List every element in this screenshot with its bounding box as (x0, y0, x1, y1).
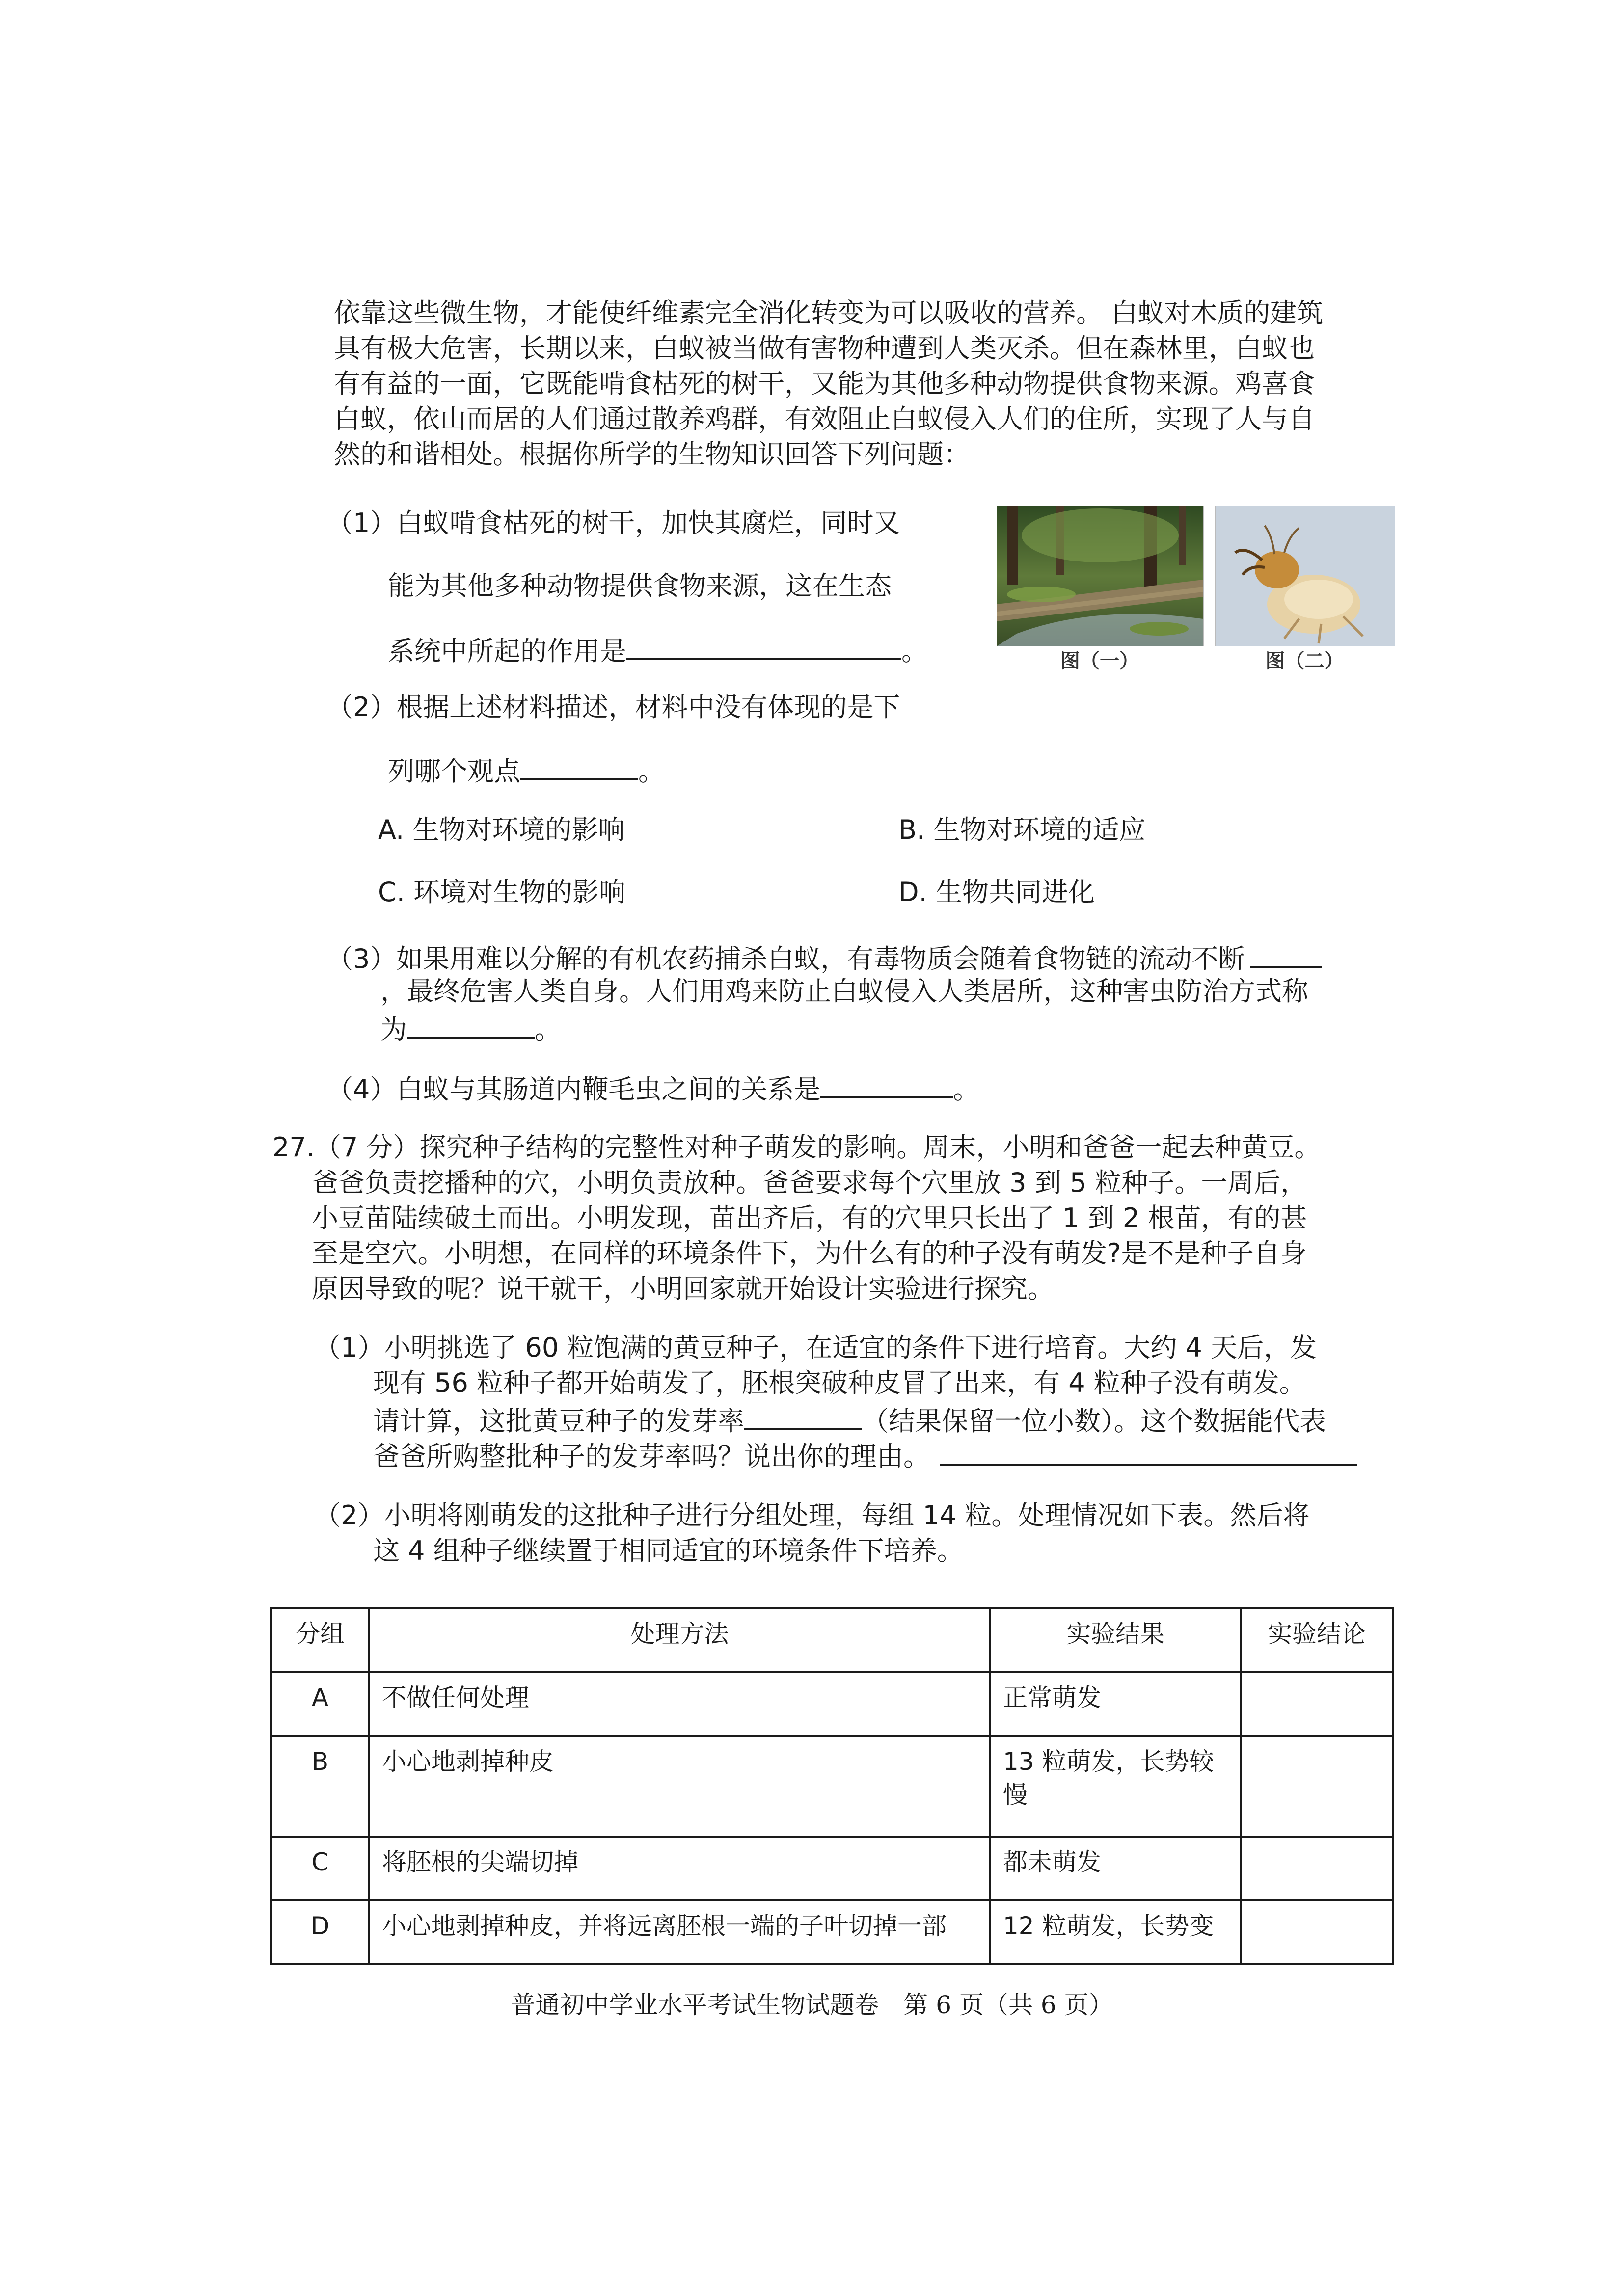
termite-photo (1215, 506, 1395, 646)
header-method: 处理方法 (369, 1608, 990, 1672)
q26-1-line-1: （1）白蚁啃食枯死的树干，加快其腐烂，同时又 (326, 507, 900, 538)
option-d[interactable]: D. 生物共同进化 (898, 877, 1095, 908)
passage-line-2: 具有极大危害，长期以来，白蚁被当做有害物种遭到人类灭杀。但在森林里，白蚁也 (334, 333, 1315, 364)
cell-group: A (271, 1672, 369, 1736)
q27-1-line-4 (373, 1436, 1357, 1474)
cell-method: 将胚根的尖端切掉 (369, 1837, 990, 1900)
q26-2-line-2-end: 。 (638, 756, 665, 787)
q26-3-line-3-text: 为 (380, 1014, 407, 1045)
q27-2-line-1: （2）小明将刚萌发的这批种子进行分组处理，每组 14 粒。处理情况如下表。然后将 (314, 1500, 1310, 1531)
option-a[interactable]: A. 生物对环境的影响 (378, 814, 625, 845)
cell-result: 13 粒萌发，长势较慢 (990, 1736, 1241, 1837)
option-b[interactable]: B. 生物对环境的适应 (898, 814, 1146, 845)
q26-3-line-2: ，最终危害人类自身。人们用鸡来防止白蚁侵入人类居所，这种害虫防治方式称 (380, 976, 1308, 1007)
cell-method: 不做任何处理 (369, 1672, 990, 1736)
cell-conclusion[interactable] (1241, 1900, 1393, 1964)
figure-2-caption: 图（二） (1265, 650, 1344, 672)
cell-conclusion[interactable] (1241, 1837, 1393, 1900)
answer-blank-relationship[interactable] (820, 1069, 953, 1098)
q26-3-line-1 (326, 938, 1322, 977)
experiment-table (270, 1607, 1394, 1965)
cell-result: 都未萌发 (990, 1837, 1241, 1900)
q27-intro-line-2: 爸爸负责挖播种的穴，小明负责放种。爸爸要求每个穴里放 3 到 5 粒种子。一周后， (312, 1167, 1307, 1198)
forest-stream-photo (997, 506, 1204, 646)
table-row (271, 1837, 1393, 1900)
q27-1-line-4-text: 爸爸所购整批种子的发芽率吗？说出你的理由。 (373, 1441, 930, 1472)
q26-3-line-3-end: 。 (535, 1014, 561, 1045)
q26-1-line-3-end: 。 (901, 636, 928, 667)
q27-intro-line-1: 27.（7 分）探究种子结构的完整性对种子萌发的影响。周末，小明和爸爸一起去种黄豆。 (272, 1132, 1321, 1163)
option-c[interactable]: C. 环境对生物的影响 (378, 877, 626, 908)
table-header-row (271, 1608, 1393, 1672)
passage-line-1: 依靠这些微生物，才能使纤维素完全消化转变为可以吸收的营养。 白蚁对木质的建筑 (334, 297, 1324, 328)
q27-1-line-3-text: 请计算，这批黄豆种子的发芽率 (373, 1406, 744, 1437)
q27-1-line-2: 现有 56 粒种子都开始萌发了，胚根突破种皮冒了出来，有 4 粒种子没有萌发。 (373, 1367, 1306, 1398)
q26-4-line-1 (326, 1069, 979, 1107)
q27-1-line-3 (373, 1401, 1326, 1439)
q26-1-line-3-text: 系统中所起的作用是 (388, 636, 626, 667)
page-footer: 普通初中学业水平考试生物试题卷 第 6 页（共 6 页） (511, 1991, 1113, 2019)
header-conclusion: 实验结论 (1241, 1608, 1393, 1672)
answer-blank-reason[interactable] (940, 1436, 1357, 1466)
cell-result: 12 粒萌发，长势变 (990, 1900, 1241, 1964)
q26-4-line-1-text: （4）白蚁与其肠道内鞭毛虫之间的关系是 (326, 1074, 821, 1105)
header-result: 实验结果 (990, 1608, 1241, 1672)
q26-2-line-1: （2）根据上述材料描述，材料中没有体现的是下 (326, 692, 900, 722)
answer-blank-accumulate[interactable] (1250, 938, 1322, 968)
cell-method: 小心地剥掉种皮，并将远离胚根一端的子叶切掉一部 (369, 1900, 990, 1964)
table-row (271, 1736, 1393, 1837)
q27-2-line-2: 这 4 组种子继续置于相同适宜的环境条件下培养。 (373, 1535, 964, 1566)
q27-intro-line-5: 原因导致的呢？说干就干，小明回家就开始设计实验进行探究。 (312, 1273, 1054, 1304)
cell-conclusion[interactable] (1241, 1736, 1393, 1837)
cell-group: B (271, 1736, 369, 1837)
passage-line-4: 白蚁，依山而居的人们通过散养鸡群，有效阻止白蚁侵入人们的住所，实现了人与自 (334, 403, 1315, 434)
q26-4-line-1-end: 。 (953, 1074, 980, 1105)
q27-1-line-3-end: （结果保留一位小数）。这个数据能代表 (862, 1406, 1326, 1437)
q27-1-line-1: （1）小明挑选了 60 粒饱满的黄豆种子，在适宜的条件下进行培育。大约 4 天后，发 (314, 1332, 1317, 1363)
figure-1-caption: 图（一） (1060, 650, 1139, 672)
table-row (271, 1672, 1393, 1736)
cell-method: 小心地剥掉种皮 (369, 1736, 990, 1837)
q26-3-line-1-text: （3）如果用难以分解的有机农药捕杀白蚁，有毒物质会随着食物链的流动不断 (326, 943, 1245, 974)
cell-group: C (271, 1837, 369, 1900)
q26-2-line-2-text: 列哪个观点 (388, 756, 520, 787)
cell-result: 正常萌发 (990, 1672, 1241, 1736)
q26-3-line-3 (380, 1009, 561, 1047)
q27-intro-line-4: 至是空穴。小明想，在同样的环境条件下，为什么有的种子没有萌发?是不是种子自身 (312, 1238, 1307, 1269)
table-row (271, 1900, 1393, 1964)
answer-blank-role[interactable] (626, 631, 901, 660)
answer-blank-germination-rate[interactable] (744, 1401, 862, 1430)
answer-blank-viewpoint[interactable] (520, 751, 638, 780)
q26-1-line-3 (388, 631, 928, 669)
passage-line-3: 有有益的一面，它既能啃食枯死的树干，又能为其他多种动物提供食物来源。鸡喜食 (334, 368, 1315, 399)
cell-conclusion[interactable] (1241, 1672, 1393, 1736)
header-group: 分组 (271, 1608, 369, 1672)
cell-group: D (271, 1900, 369, 1964)
q26-1-line-2: 能为其他多种动物提供食物来源，这在生态 (388, 570, 892, 601)
answer-blank-control-method[interactable] (407, 1009, 535, 1039)
passage-line-5: 然的和谐相处。根据你所学的生物知识回答下列问题： (334, 439, 970, 470)
q26-2-line-2 (388, 751, 665, 789)
q27-intro-line-3: 小豆苗陆续破土而出。小明发现，苗出齐后，有的穴里只长出了 1 到 2 根苗，有的甚 (312, 1202, 1307, 1233)
